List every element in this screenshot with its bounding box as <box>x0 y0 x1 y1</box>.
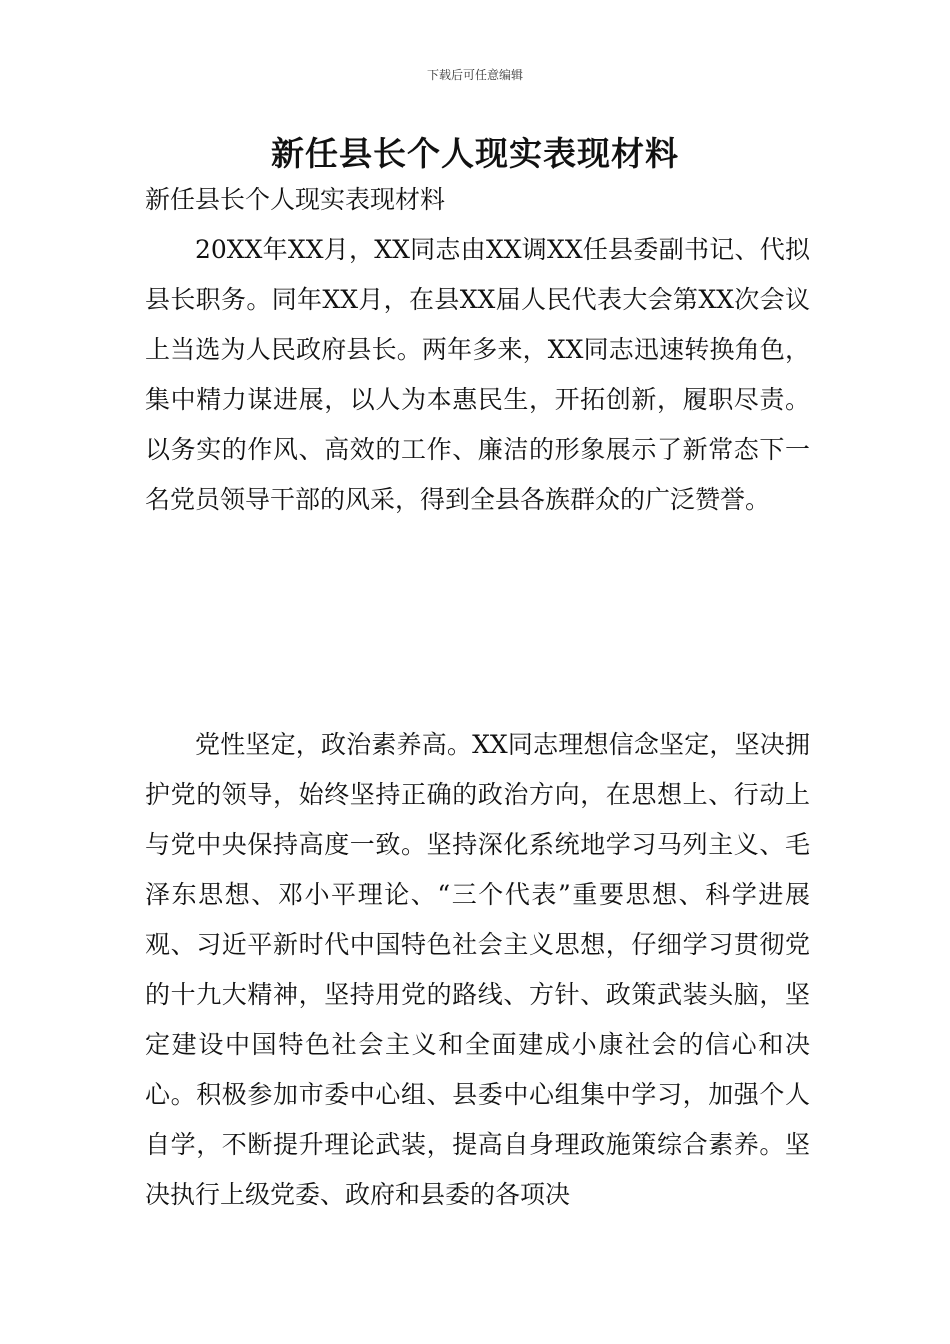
paragraph-intro: 20XX年XX月，XX同志由XX调XX任县委副书记、代拟县长职务。同年XX月，在县XX届人民代表大会第XX次会议上当选为人民政府县长。两年多来，XX同志迅速转换角色，集中精力谋进展，以人为本惠民生，开拓创新，履职尽责。以务实的作风、高效的工作、廉洁的形象展示了新常态下一名党员领导干部的风采，得到全县各族群众的广泛赞誉。 <box>145 235 810 514</box>
document-title: 新任县长个人现实表现材料 <box>271 134 679 173</box>
paragraph-party-spirit: 党性坚定，政治素养高。XX同志理想信念坚定，坚决拥护党的领导，始终坚持正确的政治方向，在思想上、行动上与党中央保持高度一致。坚持深化系统地学习马列主义、毛泽东思想、邓小平理论、“三个代表”重要思想、科学进展观、习近平新时代中国特色社会主义思想，仔细学习贯彻党的十九大精神，坚持用党的路线、方针、政策武装头脑，坚定建设中国特色社会主义和全面建成小康社会的信心和决心。积极参加市委中心组、县委中心组集中学习，加强个人自学，不断提升理论武装，提高自身理政施策综合素养。坚决执行上级党委、政府和县委的各项决 <box>145 730 810 1209</box>
header-note: 下载后可任意编辑 <box>426 68 523 82</box>
document-subtitle: 新任县长个人现实表现材料 <box>145 185 446 214</box>
